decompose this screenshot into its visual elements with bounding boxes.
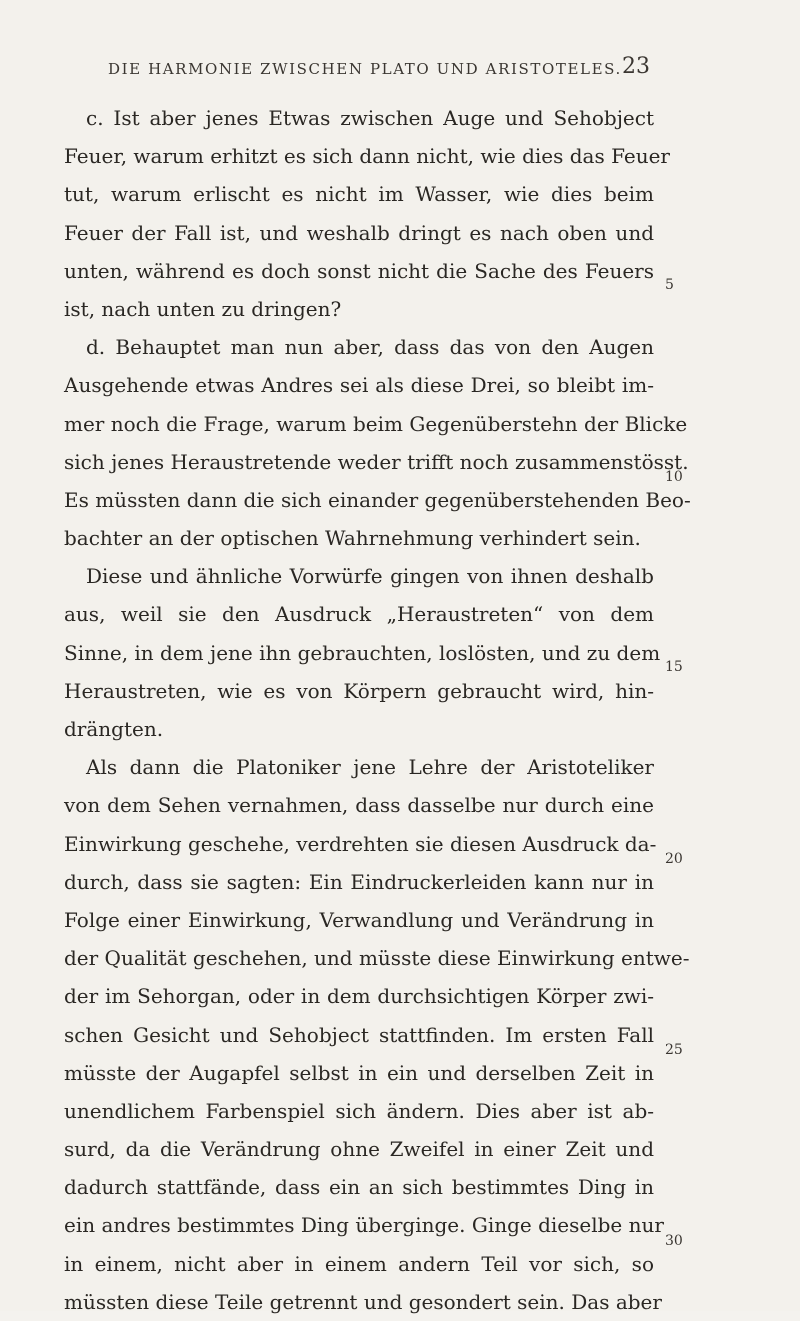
text-line: mer noch die Frage, warum beim Gegenüberstehn der Blicke (64, 411, 688, 436)
text-line: sich jenes Heraustretende weder trifft noch zusammenstösst. (64, 449, 689, 474)
text-line: Als dann die Platoniker jene Lehre der Aristoteliker (86, 755, 654, 780)
text-line: ist, nach unten zu dringen? (64, 296, 342, 321)
text-line: drängten. (64, 717, 164, 741)
line-number: 10 (665, 469, 683, 485)
text-line: Feuer der Fall ist, und weshalb dringt es nach oben und (64, 220, 654, 245)
line-number: 25 (665, 1042, 683, 1058)
text-line: dadurch stattfände, dass ein an sich bestimmtes Ding in (64, 1175, 654, 1200)
text-line: tut, warum erlischt es nicht im Wasser, wie dies beim (64, 182, 654, 207)
text-line: d. Behauptet man nun aber, dass das von den Augen (86, 335, 654, 360)
text-line: müsste der Augapfel selbst in ein und derselben Zeit in (64, 1060, 654, 1085)
text-line: der im Sehorgan, oder in dem durchsichtigen Körper zwi- (64, 984, 654, 1009)
text-line: Sinne, in dem jene ihn gebrauchten, loslösten, und zu dem (64, 640, 661, 665)
text-line: unten, während es doch sonst nicht die Sache des Feuers (64, 258, 654, 283)
text-line: Es müssten dann die sich einander gegenüberstehenden Beo- (64, 487, 691, 512)
text-line: unendlichem Farbenspiel sich ändern. Dies aber ist ab- (64, 1098, 654, 1123)
line-number: 5 (665, 277, 674, 293)
line-number: 20 (665, 851, 683, 867)
text-line: der Qualität geschehen, und müsste diese Einwirkung entwe- (64, 946, 690, 971)
text-line: Folge einer Einwirkung, Verwandlung und Verändrung in (64, 907, 654, 932)
page-number: 23 (622, 54, 650, 79)
line-number: 15 (665, 659, 683, 675)
text-line: müssten diese Teile getrennt und gesondert sein. Das aber (64, 1289, 662, 1314)
text-line: von dem Sehen vernahmen, dass dasselbe nur durch eine (64, 793, 654, 818)
text-line: Feuer, warum erhitzt es sich dann nicht, wie dies das Feuer (64, 144, 670, 169)
text-line: surd, da die Verändrung ohne Zweifel in einer Zeit und (64, 1137, 654, 1162)
text-line: aus, weil sie den Ausdruck „Heraustreten“ von dem (64, 602, 654, 627)
text-line: durch, dass sie sagten: Ein Eindruckerleiden kann nur in (64, 869, 654, 894)
line-number: 30 (665, 1233, 683, 1249)
text-line: Diese und ähnliche Vorwürfe gingen von ihnen deshalb (86, 564, 654, 589)
text-line: Einwirkung geschehe, verdrehten sie diesen Ausdruck da- (64, 831, 657, 856)
text-line: Heraustreten, wie es von Körpern gebraucht wird, hin- (64, 678, 654, 703)
text-line: schen Gesicht und Sehobject stattfinden. Im ersten Fall (64, 1022, 654, 1047)
text-line: bachter an der optischen Wahrnehmung verhindert sein. (64, 526, 641, 551)
text-line: ein andres bestimmtes Ding überginge. Ginge dieselbe nur (64, 1213, 664, 1238)
text-line: Ausgehende etwas Andres sei als diese Drei, so bleibt im- (64, 373, 654, 398)
text-line: c. Ist aber jenes Etwas zwischen Auge und Sehobject (86, 106, 654, 130)
text-line: in einem, nicht aber in einem andern Teil vor sich, so (64, 1251, 654, 1276)
running-head: DIE HARMONIE ZWISCHEN PLATO UND ARISTOTELES. (108, 60, 622, 78)
